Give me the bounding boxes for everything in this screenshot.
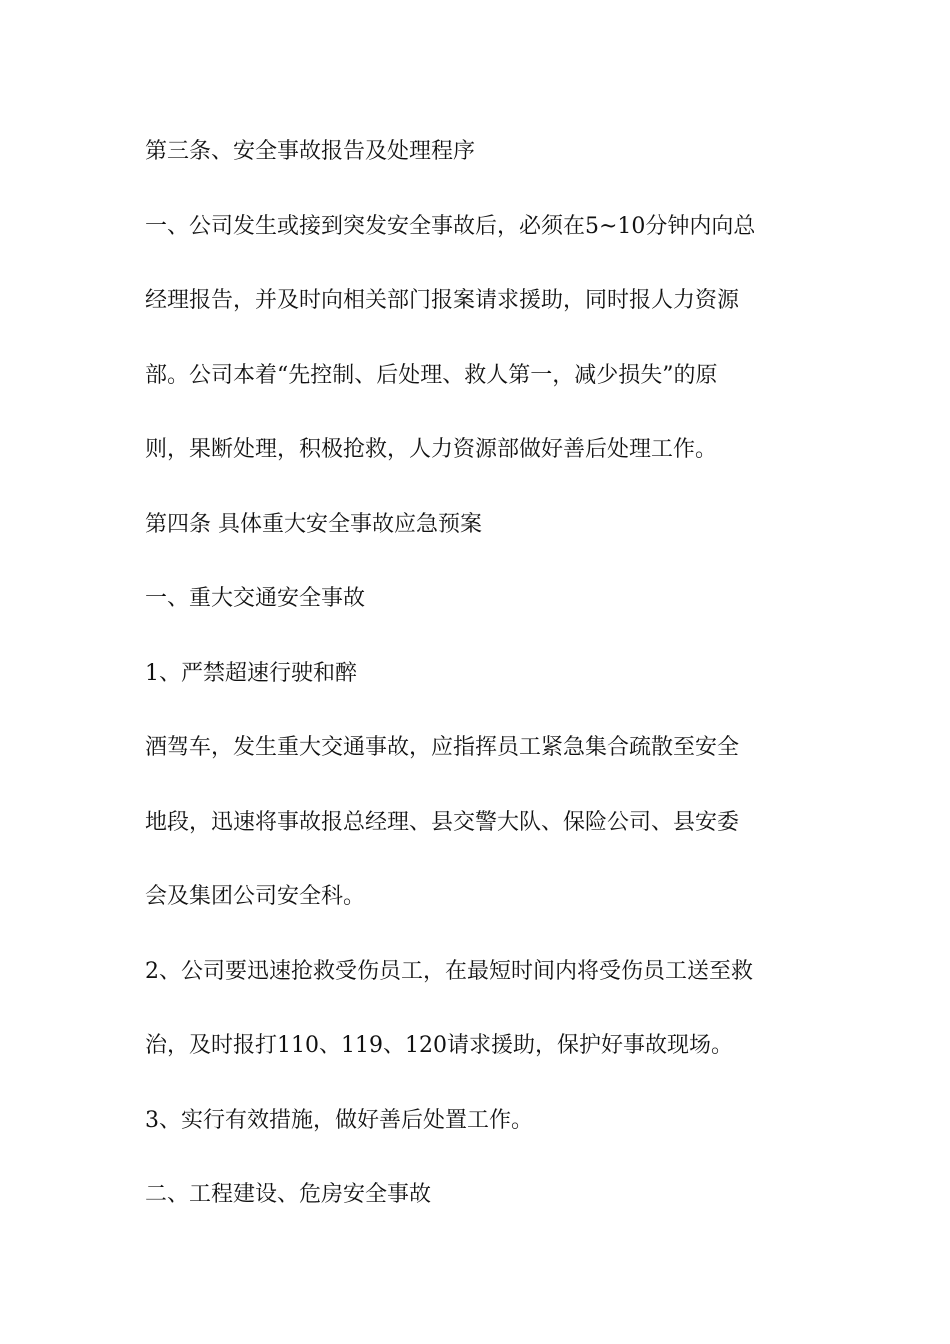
paragraph-line: 地段，迅速将事故报总经理、县交警大队、保险公司、县安委 xyxy=(145,809,740,835)
section-heading-article-4: 第四条 具体重大安全事故应急预案 xyxy=(145,511,482,537)
paragraph-line: 治，及时报打110、119、120请求援助，保护好事故现场。 xyxy=(145,1033,733,1058)
paragraph-line: 酒驾车，发生重大交通事故，应指挥员工紧急集合疏散至安全 xyxy=(145,735,740,760)
section-heading-article-3: 第三条、安全事故报告及处理程序 xyxy=(145,139,476,164)
subsection-heading-traffic: 一、重大交通安全事故 xyxy=(145,586,366,611)
subsection-heading-construction: 二、工程建设、危房安全事故 xyxy=(145,1182,432,1207)
list-item-1: 1、严禁超速行驶和醉 xyxy=(145,660,357,686)
document-body xyxy=(145,130,825,1248)
paragraph-line: 部。公司本着“先控制、后处理、救人第一，减少损失”的原 xyxy=(145,362,718,388)
paragraph-line: 会及集团公司安全科。 xyxy=(145,884,366,909)
paragraph-line: 经理报告，并及时向相关部门报案请求援助，同时报人力资源 xyxy=(145,288,740,313)
list-item-3: 3、实行有效措施，做好善后处置工作。 xyxy=(145,1107,533,1133)
list-item-2: 2、公司要迅速抢救受伤员工，在最短时间内将受伤员工送至救 xyxy=(145,958,753,984)
paragraph-line: 则，果断处理，积极抢救，人力资源部做好善后处理工作。 xyxy=(145,437,718,462)
paragraph-line: 一、公司发生或接到突发安全事故后，必须在5~10分钟内向总 xyxy=(145,213,756,239)
